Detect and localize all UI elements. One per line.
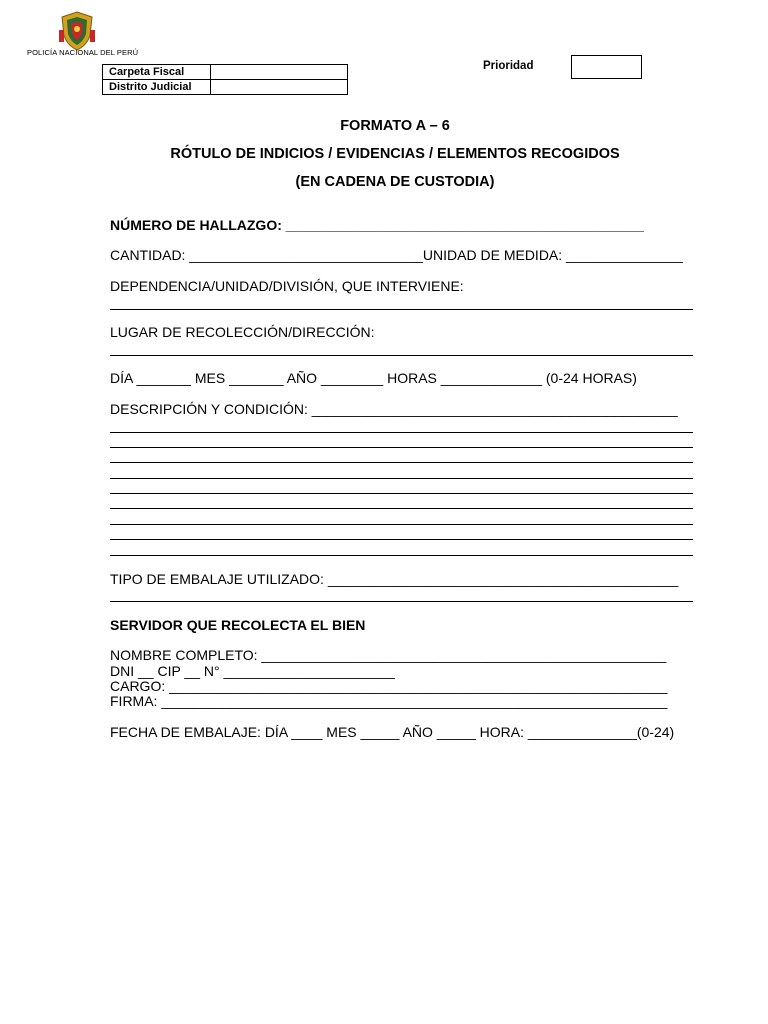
format-title: FORMATO A – 6 [340,118,450,134]
firma-field[interactable]: FIRMA: _________________________________________________________________ [110,693,668,709]
carpeta-fiscal-label: Carpeta Fiscal [103,65,211,80]
dni-cip-field[interactable]: DNI __ CIP __ N° ______________________ [110,663,395,679]
servidor-heading: SERVIDOR QUE RECOLECTA EL BIEN [110,617,366,633]
subtitle: (EN CADENA DE CUSTODIA) [295,174,495,190]
descripcion-line[interactable] [110,555,693,556]
descripcion-line[interactable] [110,539,693,540]
embalaje-field[interactable]: TIPO DE EMBALAJE UTILIZADO: _____________________________________________ [110,571,679,587]
distrito-judicial-field[interactable] [211,80,348,95]
lugar-label: LUGAR DE RECOLECCIÓN/DIRECCIÓN: [110,324,375,340]
cantidad-field[interactable]: CANTIDAD: ______________________________UNIDAD DE MEDIDA: _______________ [110,247,683,263]
institution-name: POLICÍA NACIONAL DEL PERÚ [27,48,139,57]
descripcion-field[interactable]: DESCRIPCIÓN Y CONDICIÓN: _______________________________________________ [110,401,678,417]
descripcion-line[interactable] [110,478,693,479]
distrito-judicial-label: Distrito Judicial [103,80,211,95]
priority-field[interactable] [571,55,642,79]
descripcion-line[interactable] [110,508,693,509]
hallazgo-field[interactable]: NÚMERO DE HALLAZGO: ______________________________________________ [110,217,644,233]
table-row [103,65,348,80]
descripcion-line[interactable] [110,432,693,433]
descripcion-line[interactable] [110,462,693,463]
table-row [103,80,348,95]
descripcion-line[interactable] [110,524,693,525]
embalaje-line[interactable] [110,601,693,602]
fecha-field[interactable]: DÍA _______ MES _______ AÑO ________ HORAS _____________ (0-24 HORAS) [110,370,637,386]
nombre-field[interactable]: NOMBRE COMPLETO: ____________________________________________________ [110,647,667,663]
dependencia-label: DEPENDENCIA/UNIDAD/DIVISIÓN, QUE INTERVIENE: [110,278,464,294]
main-title: RÓTULO DE INDICIOS / EVIDENCIAS / ELEMENTOS RECOGIDOS [170,146,620,162]
priority-label: Prioridad [483,60,534,72]
carpeta-fiscal-field[interactable] [211,65,348,80]
cargo-field[interactable]: CARGO: ________________________________________________________________ [110,678,668,694]
dependencia-line[interactable] [110,309,693,310]
fecha-embalaje-field[interactable]: FECHA DE EMBALAJE: DÍA ____ MES _____ AÑO _____ HORA: ______________(0-24) [110,724,675,740]
lugar-line[interactable] [110,355,693,356]
case-info-table [102,64,348,95]
descripcion-line[interactable] [110,493,693,494]
police-crest-logo [58,10,96,52]
descripcion-line[interactable] [110,447,693,448]
